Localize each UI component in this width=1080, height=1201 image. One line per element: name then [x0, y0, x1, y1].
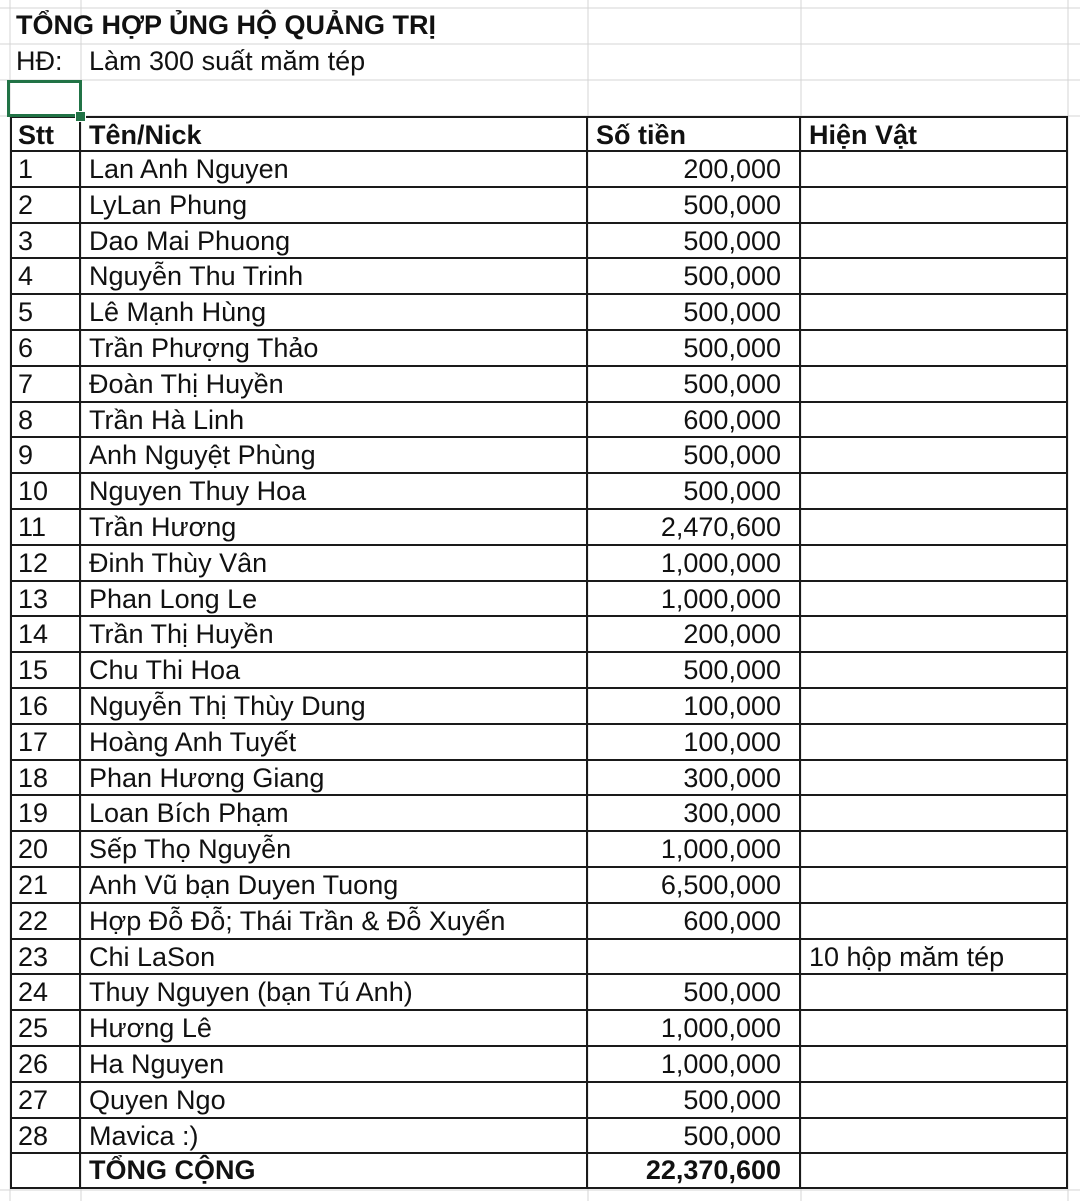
row-item-cell[interactable] [801, 1119, 1068, 1155]
row-stt-cell[interactable]: 12 [10, 546, 81, 582]
row-amount-cell[interactable]: 500,000 [588, 295, 801, 331]
row-stt-cell[interactable]: 13 [10, 582, 81, 618]
row-stt-cell[interactable]: 5 [10, 295, 81, 331]
row-amount-cell[interactable]: 6,500,000 [588, 868, 801, 904]
row-name-cell[interactable]: Hoàng Anh Tuyết [81, 725, 588, 761]
row-name-cell[interactable]: Trần Thị Huyền [81, 617, 588, 653]
row-stt-cell[interactable]: 7 [10, 367, 81, 403]
row-item-cell[interactable] [801, 403, 1068, 439]
table-row [10, 224, 1068, 260]
row-name-cell[interactable]: Phan Long Le [81, 582, 588, 618]
table-row [10, 689, 1068, 725]
row-amount-cell[interactable] [588, 940, 801, 976]
row-name-cell[interactable]: Hương Lê [81, 1011, 588, 1047]
row-stt-cell[interactable]: 17 [10, 725, 81, 761]
row-amount-cell[interactable]: 600,000 [588, 403, 801, 439]
row-stt-cell[interactable]: 25 [10, 1011, 81, 1047]
row-stt-cell[interactable]: 11 [10, 510, 81, 546]
row-item-cell[interactable] [801, 689, 1068, 725]
row-item-cell[interactable] [801, 796, 1068, 832]
row-name-cell[interactable]: Thuy Nguyen (bạn Tú Anh) [81, 975, 588, 1011]
subtitle-value[interactable]: Làm 300 suất măm tép [89, 46, 366, 76]
row-name-cell[interactable]: Nguyen Thuy Hoa [81, 474, 588, 510]
row-amount-cell[interactable]: 1,000,000 [588, 546, 801, 582]
row-stt-cell[interactable]: 2 [10, 188, 81, 224]
table-row [10, 152, 1068, 188]
total-amount[interactable]: 22,370,600 [588, 1153, 801, 1189]
table-row [10, 904, 1068, 940]
row-stt-cell[interactable]: 21 [10, 868, 81, 904]
active-cell-selection[interactable] [7, 80, 82, 117]
row-amount-cell[interactable]: 1,000,000 [588, 1047, 801, 1083]
row-name-cell[interactable]: Quyen Ngo [81, 1083, 588, 1119]
row-item-cell[interactable] [801, 832, 1068, 868]
table-row [10, 331, 1068, 367]
table-row [10, 868, 1068, 904]
table-header-row [10, 116, 1068, 152]
row-item-cell[interactable] [801, 295, 1068, 331]
total-label[interactable]: TỔNG CỘNG [81, 1153, 588, 1189]
row-item-cell[interactable] [801, 224, 1068, 260]
row-item-cell[interactable]: 10 hộp măm tép [801, 940, 1068, 976]
title-row [10, 8, 1068, 44]
row-amount-cell[interactable]: 1,000,000 [588, 832, 801, 868]
row-stt-cell[interactable]: 9 [10, 438, 81, 474]
row-stt-cell[interactable]: 6 [10, 331, 81, 367]
table-row [10, 1011, 1068, 1047]
total-row [10, 1153, 1068, 1189]
table-row [10, 1119, 1068, 1155]
row-stt-cell[interactable]: 23 [10, 940, 81, 976]
subtitle-row [10, 44, 1068, 80]
row-item-cell[interactable] [801, 1047, 1068, 1083]
table-row [10, 582, 1068, 618]
row-name-cell[interactable]: Dao Mai Phuong [81, 224, 588, 260]
row-item-cell[interactable] [801, 904, 1068, 940]
row-amount-cell[interactable]: 2,470,600 [588, 510, 801, 546]
table-row [10, 761, 1068, 797]
table-row [10, 653, 1068, 689]
table-row [10, 975, 1068, 1011]
row-item-cell[interactable] [801, 761, 1068, 797]
row-item-cell[interactable] [801, 188, 1068, 224]
row-amount-cell[interactable]: 300,000 [588, 796, 801, 832]
row-name-cell[interactable]: Chu Thi Hoa [81, 653, 588, 689]
table-row [10, 796, 1068, 832]
row-name-cell[interactable]: Phan Hương Giang [81, 761, 588, 797]
row-item-cell[interactable] [801, 617, 1068, 653]
total-item-cell[interactable] [801, 1153, 1068, 1189]
row-name-cell[interactable]: Trần Hà Linh [81, 403, 588, 439]
row-name-cell[interactable]: Đoàn Thị Huyền [81, 367, 588, 403]
row-stt-cell[interactable]: 8 [10, 403, 81, 439]
row-stt-cell[interactable]: 20 [10, 832, 81, 868]
row-stt-cell[interactable]: 15 [10, 653, 81, 689]
table-row [10, 1083, 1068, 1119]
row-item-cell[interactable] [801, 438, 1068, 474]
table-row [10, 295, 1068, 331]
row-name-cell[interactable]: Mavica :) [81, 1119, 588, 1155]
row-name-cell[interactable]: Nguyễn Thị Thùy Dung [81, 689, 588, 725]
row-item-cell[interactable] [801, 653, 1068, 689]
table-row [10, 510, 1068, 546]
row-amount-cell[interactable]: 500,000 [588, 188, 801, 224]
row-amount-cell[interactable]: 200,000 [588, 617, 801, 653]
row-amount-cell[interactable]: 600,000 [588, 904, 801, 940]
row-name-cell[interactable]: Trần Hương [81, 510, 588, 546]
fill-handle[interactable] [75, 111, 86, 122]
row-item-cell[interactable] [801, 868, 1068, 904]
row-amount-cell[interactable]: 100,000 [588, 689, 801, 725]
row-stt-cell[interactable]: 18 [10, 761, 81, 797]
row-name-cell[interactable]: Trần Phượng Thảo [81, 331, 588, 367]
row-name-cell[interactable]: Đinh Thùy Vân [81, 546, 588, 582]
row-stt-cell[interactable]: 4 [10, 259, 81, 295]
row-amount-cell[interactable]: 500,000 [588, 1083, 801, 1119]
row-stt-cell[interactable]: 10 [10, 474, 81, 510]
row-name-cell[interactable]: Loan Bích Phạm [81, 796, 588, 832]
total-stt-cell[interactable] [10, 1153, 81, 1189]
row-item-cell[interactable] [801, 474, 1068, 510]
table-row [10, 403, 1068, 439]
table-row [10, 617, 1068, 653]
row-stt-cell[interactable]: 16 [10, 689, 81, 725]
row-item-cell[interactable] [801, 975, 1068, 1011]
header-stt[interactable]: Stt [10, 116, 81, 152]
row-stt-cell[interactable]: 27 [10, 1083, 81, 1119]
row-name-cell[interactable]: Lan Anh Nguyen [81, 152, 588, 188]
row-name-cell[interactable]: Hợp Đỗ Đỗ; Thái Trần & Đỗ Xuyến [81, 904, 588, 940]
row-stt-cell[interactable]: 1 [10, 152, 81, 188]
row-name-cell[interactable]: Sếp Thọ Nguyễn [81, 832, 588, 868]
row-stt-cell[interactable]: 24 [10, 975, 81, 1011]
row-item-cell[interactable] [801, 546, 1068, 582]
header-name[interactable]: Tên/Nick [81, 116, 588, 152]
row-item-cell[interactable] [801, 331, 1068, 367]
table-row [10, 725, 1068, 761]
row-item-cell[interactable] [801, 152, 1068, 188]
row-stt-cell[interactable]: 22 [10, 904, 81, 940]
row-amount-cell[interactable]: 500,000 [588, 438, 801, 474]
row-name-cell[interactable]: Chi LaSon [81, 940, 588, 976]
row-item-cell[interactable] [801, 725, 1068, 761]
row-amount-cell[interactable]: 200,000 [588, 152, 801, 188]
row-amount-cell[interactable]: 500,000 [588, 367, 801, 403]
row-name-cell[interactable]: Lê Mạnh Hùng [81, 295, 588, 331]
header-item[interactable]: Hiện Vật [801, 116, 1068, 152]
row-amount-cell[interactable]: 500,000 [588, 975, 801, 1011]
subtitle-label[interactable]: HĐ: [16, 46, 63, 76]
table-row [10, 438, 1068, 474]
row-amount-cell[interactable]: 300,000 [588, 761, 801, 797]
row-amount-cell[interactable]: 500,000 [588, 653, 801, 689]
row-item-cell[interactable] [801, 259, 1068, 295]
row-stt-cell[interactable]: 19 [10, 796, 81, 832]
row-item-cell[interactable] [801, 1011, 1068, 1047]
table-row [10, 1047, 1068, 1083]
table-row [10, 546, 1068, 582]
table-row [10, 940, 1068, 976]
row-amount-cell[interactable]: 1,000,000 [588, 1011, 801, 1047]
row-amount-cell[interactable]: 500,000 [588, 224, 801, 260]
row-stt-cell[interactable]: 14 [10, 617, 81, 653]
row-name-cell[interactable]: Ha Nguyen [81, 1047, 588, 1083]
row-amount-cell[interactable]: 500,000 [588, 259, 801, 295]
sheet-title[interactable]: TỔNG HỢP ỦNG HỘ QUẢNG TRỊ [16, 10, 437, 40]
row-name-cell[interactable]: LyLan Phung [81, 188, 588, 224]
table-row [10, 367, 1068, 403]
row-stt-cell[interactable]: 28 [10, 1119, 81, 1155]
row-amount-cell[interactable]: 1,000,000 [588, 582, 801, 618]
row-stt-cell[interactable]: 26 [10, 1047, 81, 1083]
row-item-cell[interactable] [801, 1083, 1068, 1119]
table-row [10, 832, 1068, 868]
row-stt-cell[interactable]: 3 [10, 224, 81, 260]
row-name-cell[interactable]: Anh Nguyệt Phùng [81, 438, 588, 474]
table-row [10, 259, 1068, 295]
row-item-cell[interactable] [801, 510, 1068, 546]
table-row [10, 188, 1068, 224]
row-amount-cell[interactable]: 500,000 [588, 331, 801, 367]
row-amount-cell[interactable]: 500,000 [588, 1119, 801, 1155]
row-amount-cell[interactable]: 500,000 [588, 474, 801, 510]
row-item-cell[interactable] [801, 582, 1068, 618]
table-row [10, 474, 1068, 510]
row-name-cell[interactable]: Nguyễn Thu Trinh [81, 259, 588, 295]
row-item-cell[interactable] [801, 367, 1068, 403]
header-amount[interactable]: Số tiền [588, 116, 801, 152]
row-amount-cell[interactable]: 100,000 [588, 725, 801, 761]
row-name-cell[interactable]: Anh Vũ bạn Duyen Tuong [81, 868, 588, 904]
